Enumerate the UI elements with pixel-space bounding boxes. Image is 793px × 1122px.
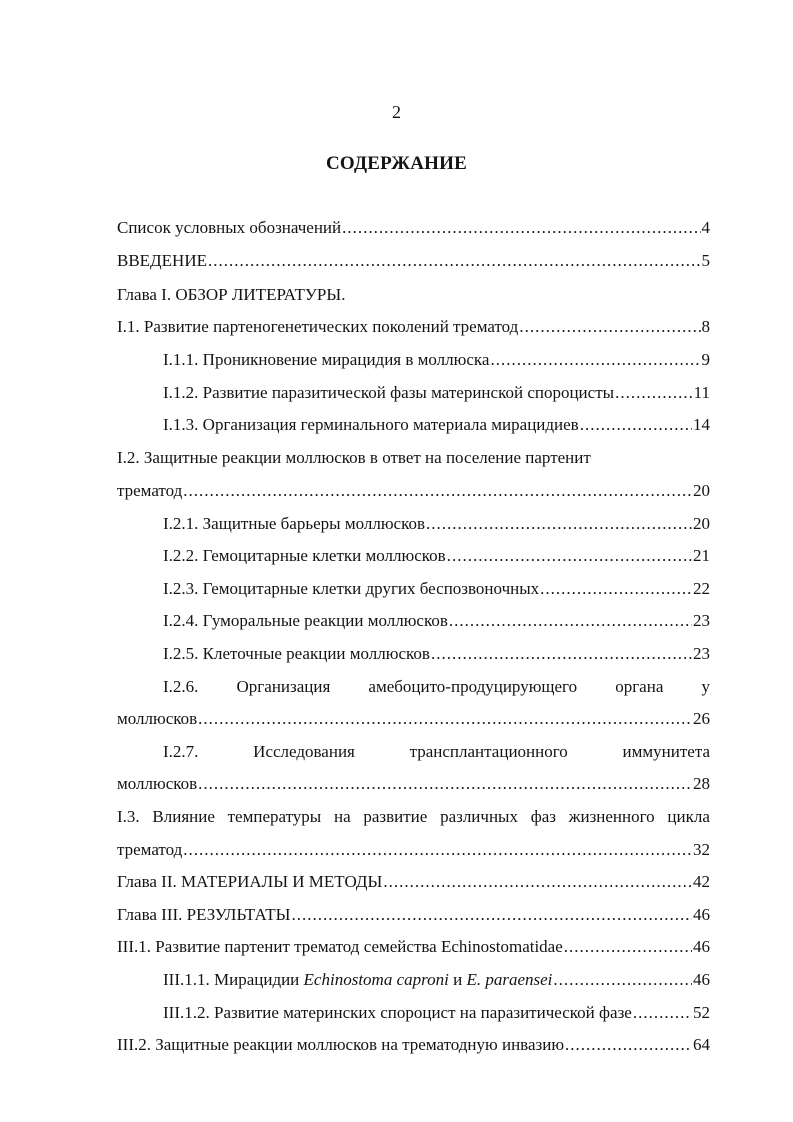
toc-subsection-3-1-2[interactable]: III.1.2. Развитие материнских спороцист на паразитической фазе ..... 52 <box>163 1002 710 1024</box>
leader-dots <box>615 382 693 404</box>
toc-chapter-1[interactable]: Глава I. ОБЗОР ЛИТЕРАТУРЫ. <box>117 285 346 304</box>
toc-subsection-1-1-1[interactable]: I.1.1. Проникновение мирацидия в моллюска ..... 9 <box>163 349 710 371</box>
leader-dots <box>449 610 692 632</box>
toc-entry-abbreviations[interactable]: Список условных обозначений ..... 4 <box>117 217 710 239</box>
page-title: СОДЕРЖАНИЕ <box>326 153 467 174</box>
leader-dots <box>431 643 692 665</box>
leader-dots <box>198 708 692 730</box>
leader-dots <box>426 513 692 535</box>
toc-subsection-1-2-5[interactable]: I.2.5. Клеточные реакции моллюсков ..... 23 <box>163 643 710 665</box>
species-name: E. paraensei <box>466 970 553 989</box>
leader-dots <box>383 871 692 893</box>
toc-subsection-1-2-4[interactable]: I.2.4. Гуморальные реакции моллюсков ..... 23 <box>163 610 710 632</box>
leader-dots <box>183 839 692 861</box>
leader-dots <box>447 545 692 567</box>
toc-subsection-1-2-7-line1[interactable]: I.2.7. Исследования трансплантационного иммунитета <box>163 742 710 761</box>
species-name: Echinostoma caproni <box>303 970 449 989</box>
leader-dots <box>580 414 692 436</box>
toc-subsection-3-1-1[interactable]: III.1.1. Мирацидии Echinostoma caproni и E. paraensei ..... 46 <box>163 969 710 991</box>
toc-section-1-3-line1[interactable]: I.3. Влияние температуры на развитие различных фаз жизненного цикла <box>117 807 710 826</box>
leader-dots <box>565 1034 692 1056</box>
toc-chapter-3[interactable]: Глава III. РЕЗУЛЬТАТЫ ..... 46 <box>117 904 710 926</box>
leader-dots <box>490 349 700 371</box>
leader-dots <box>342 217 700 239</box>
toc-section-1-3-line2[interactable]: трематод ..... 32 <box>117 839 710 861</box>
toc-subsection-1-2-6-line2[interactable]: моллюсков ..... 26 <box>117 708 710 730</box>
toc-subsection-1-1-2[interactable]: I.1.2. Развитие паразитической фазы материнской спороцисты ..... 11 <box>163 382 710 404</box>
toc-entry-introduction[interactable]: ВВЕДЕНИЕ ..... 5 <box>117 250 710 272</box>
page-number: 2 <box>392 102 401 122</box>
toc-subsection-1-2-3[interactable]: I.2.3. Гемоцитарные клетки других беспозвоночных ..... 22 <box>163 578 710 600</box>
leader-dots <box>291 904 692 926</box>
leader-dots <box>633 1002 692 1024</box>
leader-dots <box>553 969 692 991</box>
toc-subsection-1-2-1[interactable]: I.2.1. Защитные барьеры моллюсков ..... 20 <box>163 513 710 535</box>
leader-dots <box>183 480 692 502</box>
leader-dots <box>198 773 692 795</box>
toc-subsection-1-2-2[interactable]: I.2.2. Гемоцитарные клетки моллюсков ..... 21 <box>163 545 710 567</box>
toc-section-1-2-line1[interactable]: I.2. Защитные реакции моллюсков в ответ на поселение партенит <box>117 448 591 467</box>
toc-subsection-1-2-6-line1[interactable]: I.2.6. Организация амебоцито-продуцирующего органа у <box>163 677 710 696</box>
toc-section-1-2-line2[interactable]: трематод ..... 20 <box>117 480 710 502</box>
toc-subsection-1-1-3[interactable]: I.1.3. Организация герминального материала мирацидиев ..... 14 <box>163 414 710 436</box>
leader-dots <box>540 578 692 600</box>
leader-dots <box>519 316 700 338</box>
toc-subsection-1-2-7-line2[interactable]: моллюсков ..... 28 <box>117 773 710 795</box>
toc-section-3-2[interactable]: III.2. Защитные реакции моллюсков на трематодную инвазию ..... 64 <box>117 1034 710 1056</box>
toc-section-1-1[interactable]: I.1. Развитие партеногенетических поколений трематод ..... 8 <box>117 316 710 338</box>
toc-section-3-1[interactable]: III.1. Развитие партенит трематод семейства Echinostomatidae ..... 46 <box>117 936 710 958</box>
leader-dots <box>564 936 692 958</box>
toc-chapter-2[interactable]: Глава II. МАТЕРИАЛЫ И МЕТОДЫ ..... 42 <box>117 871 710 893</box>
leader-dots <box>208 250 701 272</box>
